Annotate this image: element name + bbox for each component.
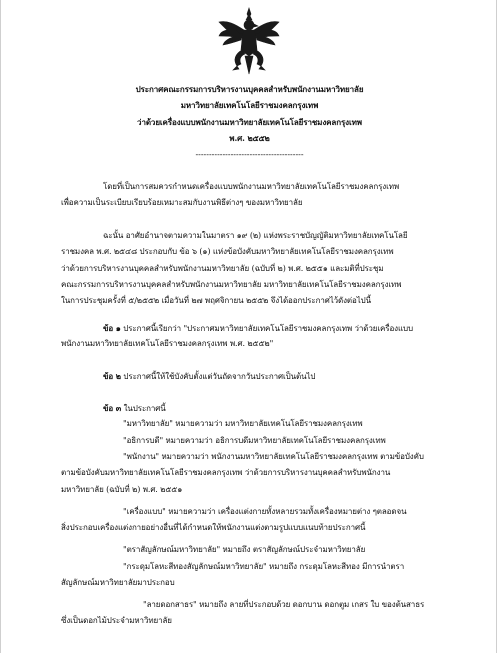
paragraph-2-line-4: คณะกรรมการบริหารงานบุคคลสำหรับพนักงานมหาวิทยาลัย มหาวิทยาลัยเทคโนโลยีราชมงคลกรุงเทพ: [61, 280, 402, 289]
paragraph-1-line-2: เพื่อความเป็นระเบียบเรียบร้อยเหมาะสมกับงานพิธีต่างๆ ของมหาวิทยาลัย: [61, 198, 303, 207]
paragraph-2-line-3: ว่าด้วยการบริหารงานบุคคลสำหรับพนักงานมหาวิทยาลัย (ฉบับที่ ๒) พ.ศ. ๒๕๕๑ และมติที่ประชุม: [61, 264, 384, 273]
header-divider: ----------------------------------------: [195, 150, 304, 159]
article-3-label: ข้อ ๓: [103, 403, 122, 413]
article-1-text: ประกาศนี้เรียกว่า "ประกาศมหาวิทยาลัยเทคโนโลยีราชมงคลกรุงเทพ ว่าด้วยเครื่องแบบ: [123, 324, 413, 333]
article-3-text: ในประกาศนี้: [123, 404, 166, 413]
article-2-line-1: [103, 371, 315, 382]
definition-uniform-line-1: "เครื่องแบบ" หมายความว่า เครื่องแต่งกายทั้งหลายรวมทั้งเครื่องหมายต่าง ๆตลอดจน: [123, 507, 407, 516]
definition-president: "อธิการบดี" หมายความว่า อธิการบดีมหาวิทยาลัยเทคโนโลยีราชมงคลกรุงเทพ: [123, 436, 386, 445]
definition-staff-line-1: "พนักงาน" หมายความว่า พนักงานมหาวิทยาลัยเทคโนโลยีราชมงคลกรุงเทพ ตามข้อบังคับ: [123, 452, 424, 461]
header-year: พ.ศ. ๒๕๕๒: [229, 133, 270, 143]
header-title-line-1: ประกาศคณะกรรมการบริหารงานบุคคลสำหรับพนักงานมหาวิทยาลัย: [135, 84, 364, 94]
paragraph-2-line-1: ฉะนั้น อาศัยอำนาจตามความในมาตรา ๑๙ (๒) แห่งพระราชบัญญัติมหาวิทยาลัยเทคโนโลยี: [103, 231, 408, 240]
article-2-text: ประกาศนี้ให้ใช้บังคับตั้งแต่วันถัดจากวันประกาศเป็นต้นไป: [123, 372, 316, 381]
definition-pattern-line-1: "ลายดอกสาธร" หมายถึง ลายที่ประกอบด้วย ดอกบาน ดอกตูม เกสร ใบ ของต้นสาธร: [143, 600, 425, 609]
definition-button-line-1: "กระดุมโลหะสีทองสัญลักษณ์มหาวิทยาลัย" หมายถึง กระดุมโลหะสีทอง มีการนำตรา: [123, 562, 405, 571]
definition-university: "มหาวิทยาลัย" หมายความว่า มหาวิทยาลัยเทคโนโลยีราชมงคลกรุงเทพ: [123, 419, 363, 428]
header-title-line-3: ว่าด้วยเครื่องแบบพนักงานมหาวิทยาลัยเทคโนโลยีราชมงคลกรุงเทพ: [137, 117, 362, 127]
definition-emblem: "ตราสัญลักษณ์มหาวิทยาลัย" หมายถึง ตราสัญลักษณ์ประจำมหาวิทยาลัย: [123, 545, 366, 554]
paragraph-2-line-5: ในการประชุมครั้งที่ ๕/๒๕๕๒ เมื่อวันที่ ๒๗ พฤศจิกายน ๒๕๕๒ จึงได้ออกประกาศไว้ดังต่อไปนี้: [61, 296, 371, 305]
definition-button-line-2: สัญลักษณ์มหาวิทยาลัยมาประกอบ: [61, 578, 175, 587]
article-1-line-1: [103, 323, 413, 334]
header-title-line-2: มหาวิทยาลัยเทคโนโลยีราชมงคลกรุงเทพ: [180, 100, 319, 110]
definition-staff-line-3: มหาวิทยาลัย (ฉบับที่ ๒) พ.ศ. ๒๕๕๑: [61, 485, 183, 494]
garuda-emblem-icon: [217, 6, 281, 78]
definition-pattern-line-2: ซึ่งเป็นดอกไม้ประจำมหาวิทยาลัย: [61, 616, 172, 625]
article-1-line-2: พนักงานมหาวิทยาลัยเทคโนโลยีราชมงคลกรุงเทพ พ.ศ. ๒๕๕๒": [61, 339, 274, 348]
article-1-label: ข้อ ๑: [103, 323, 121, 333]
paragraph-2-line-2: ราชมงคล พ.ศ. ๒๕๔๘ ประกอบกับ ข้อ ๖ (๑) แห่งข้อบังคับมหาวิทยาลัยเทคโนโลยีราชมงคลกรุงเทพ: [61, 247, 394, 256]
paragraph-1-line-1: โดยที่เป็นการสมควรกำหนดเครื่องแบบพนักงานมหาวิทยาลัยเทคโนโลยีราชมงคลกรุงเทพ: [103, 182, 400, 191]
article-2-label: ข้อ ๒: [103, 371, 121, 381]
definition-staff-line-2: ตามข้อบังคับมหาวิทยาลัยเทคโนโลยีราชมงคลกรุงเทพ ว่าด้วยการบริหารงานบุคคลสำหรับพนักงาน: [61, 468, 391, 477]
article-3-line-1: [103, 403, 166, 414]
definition-uniform-line-2: สิ่งประกอบเครื่องแต่งกายอย่างอื่นที่ได้กำหนดให้พนักงานแต่งตามรูปแบบแนบท้ายประกาศนี้: [61, 523, 366, 532]
